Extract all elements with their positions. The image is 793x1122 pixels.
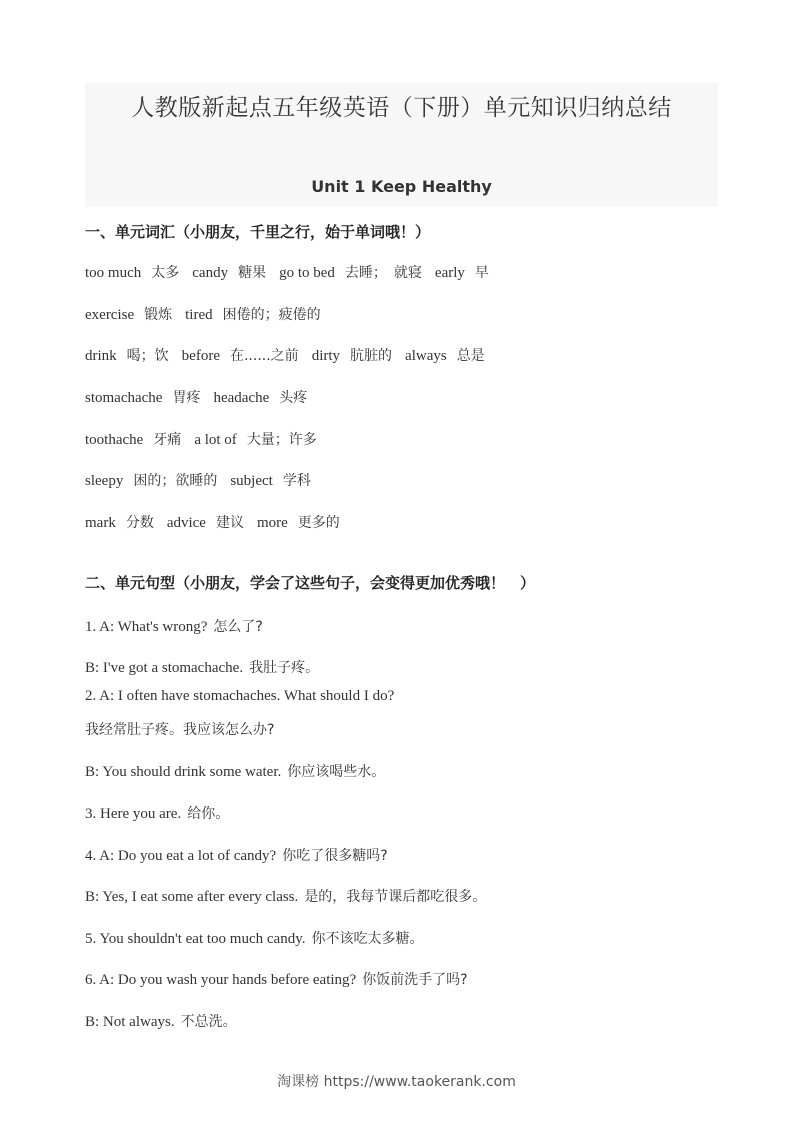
sentence-english: 4. A: Do you eat a lot of candy?	[85, 848, 277, 864]
vocab-word: go to bed	[279, 265, 335, 281]
sentence-line	[85, 719, 274, 739]
sentence-chinese: 怎么了?	[213, 619, 263, 635]
vocab-line	[85, 345, 485, 365]
vocab-meaning: 喝；饮	[126, 348, 169, 364]
sentence-line	[85, 845, 388, 865]
vocab-word: before	[181, 348, 220, 364]
vocab-line	[85, 262, 489, 282]
vocab-meaning: 早	[474, 265, 489, 281]
vocab-word: candy	[192, 265, 229, 281]
document-title: 人教版新起点五年级英语（下册）单元知识归纳总结	[131, 95, 672, 121]
sentence-line	[85, 803, 229, 823]
vocab-meaning: 总是	[456, 348, 485, 364]
sentence-english: 6. A: Do you wash your hands before eating?	[85, 972, 357, 988]
sentence-english: 2. A: I often have stomachaches. What should I do?	[85, 688, 395, 704]
sentence-line	[85, 969, 468, 989]
unit-title: Unit 1 Keep Healthy	[311, 177, 492, 196]
sentence-line	[85, 688, 394, 705]
vocab-word: always	[405, 348, 447, 364]
vocab-line	[85, 512, 340, 532]
sentence-english: 3. Here you are.	[85, 806, 182, 822]
sentence-chinese: 我肚子疼。	[249, 660, 320, 676]
vocab-word: too much	[85, 265, 142, 281]
vocab-word: subject	[230, 473, 273, 489]
vocab-meaning: 建议	[215, 515, 244, 531]
sentence-chinese: 你应该喝些水。	[287, 764, 386, 780]
vocab-meaning: 学科	[282, 473, 311, 489]
vocab-meaning: 肮脏的	[350, 348, 393, 364]
vocab-meaning: 去睡； 就寝	[344, 265, 422, 281]
vocab-meaning: 锻炼	[144, 307, 173, 323]
title-banner	[85, 83, 718, 207]
sentence-line	[85, 1011, 237, 1031]
vocab-word: dirty	[311, 348, 341, 364]
vocab-word: advice	[166, 515, 206, 531]
vocab-word: a lot of	[194, 432, 237, 448]
sentence-chinese: 给你。	[187, 806, 230, 822]
vocab-word: toothache	[85, 432, 144, 448]
sentence-english: B: Yes, I eat some after every class.	[85, 889, 299, 905]
vocab-line	[85, 387, 307, 407]
vocab-meaning: 更多的	[297, 515, 340, 531]
sentence-english: B: You should drink some water.	[85, 764, 282, 780]
vocab-line	[85, 429, 317, 449]
vocab-meaning: 太多	[151, 265, 180, 281]
vocab-word: tired	[185, 307, 213, 323]
vocab-meaning: 困倦的；疲倦的	[222, 307, 321, 323]
sentence-english: B: Not always.	[85, 1014, 175, 1030]
sentence-english: 5. You shouldn't eat too much candy.	[85, 931, 306, 947]
sentence-line	[85, 928, 423, 948]
sentence-chinese: 你不该吃太多糖。	[311, 931, 424, 947]
vocab-meaning: 头疼	[279, 390, 308, 406]
vocab-meaning: 牙痛	[153, 432, 182, 448]
vocab-word: exercise	[85, 307, 135, 323]
vocab-meaning: 糖果	[238, 265, 267, 281]
sentence-english: B: I've got a stomachache.	[85, 660, 244, 676]
sentence-line	[85, 761, 385, 781]
sentences-heading: 二、单元句型（小朋友，学会了这些句子，会变得更加优秀哦！ ）	[85, 574, 536, 592]
vocab-word: stomachache	[85, 390, 163, 406]
vocab-meaning: 胃疼	[172, 390, 201, 406]
sentence-line	[85, 886, 486, 906]
vocab-meaning: 分数	[125, 515, 154, 531]
sentence-chinese: 我经常肚子疼。我应该怎么办?	[85, 722, 275, 738]
vocab-word: headache	[213, 390, 270, 406]
sentence-line	[85, 616, 263, 636]
vocab-meaning: 在......之前	[229, 348, 299, 364]
vocab-word: more	[256, 515, 288, 531]
sentence-chinese: 你饭前洗手了吗?	[362, 972, 468, 988]
footer-website: 淘课榜 https://www.taokerank.com	[277, 1074, 516, 1090]
sentence-english: 1. A: What's wrong?	[85, 619, 208, 635]
sentence-chinese: 不总洗。	[180, 1014, 237, 1030]
vocabulary-heading: 一、单元词汇（小朋友，千里之行，始于单词哦！）	[85, 223, 431, 241]
vocab-word: drink	[85, 348, 117, 364]
vocab-line	[85, 304, 321, 324]
sentence-line	[85, 657, 319, 677]
vocab-line	[85, 470, 311, 490]
vocab-meaning: 大量；许多	[246, 432, 317, 448]
sentence-chinese: 是的，我每节课后都吃很多。	[304, 889, 487, 905]
vocab-word: sleepy	[85, 473, 124, 489]
vocab-meaning: 困的；欲睡的	[133, 473, 218, 489]
sentence-chinese: 你吃了很多糖吗?	[282, 848, 388, 864]
vocab-word: early	[434, 265, 465, 281]
vocab-word: mark	[85, 515, 116, 531]
